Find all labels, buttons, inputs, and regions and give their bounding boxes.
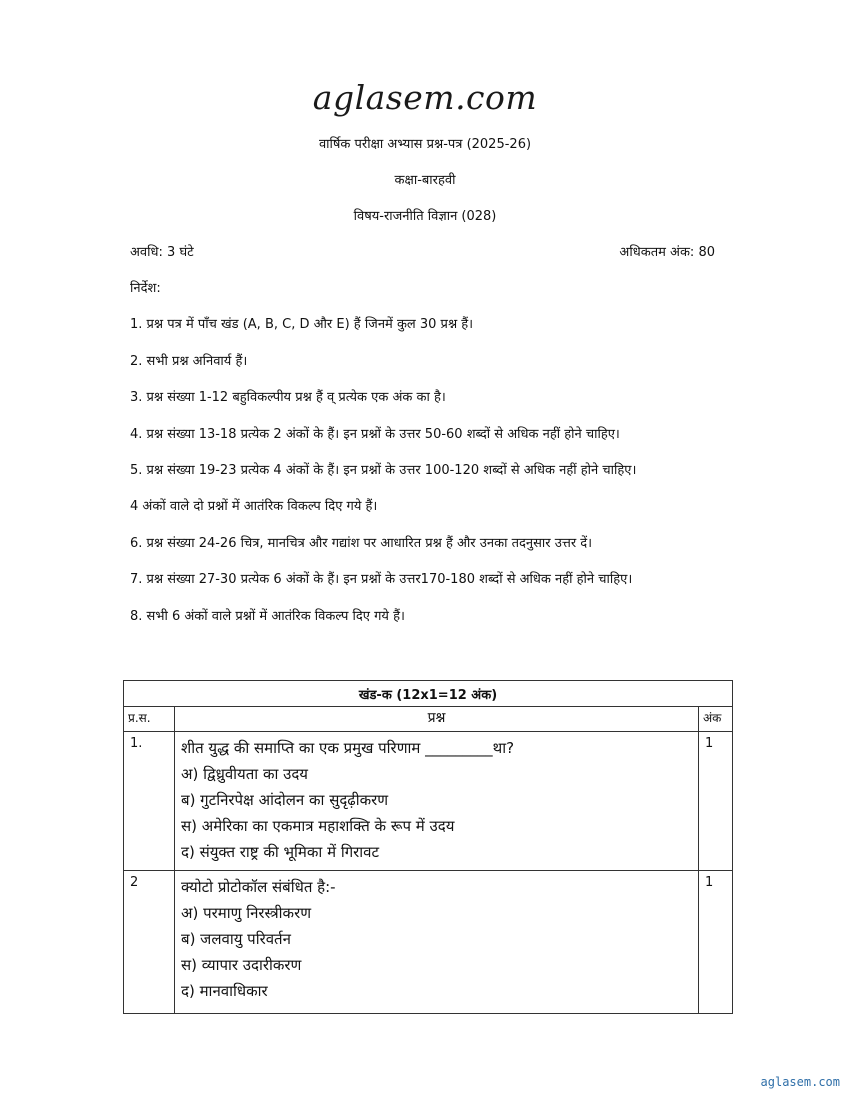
question-number: 2	[124, 871, 175, 1014]
question-table	[123, 680, 733, 1014]
question-marks: 1	[699, 871, 733, 1014]
instruction-item: 7. प्रश्न संख्या 27-30 प्रत्येक 6 अंकों के हैं। इन प्रश्नों के उत्तर170-180 शब्दों से अधिक नहीं होने चाहिए।	[130, 572, 633, 588]
option: ब) गुटनिरपेक्ष आंदोलन का सुदृढ़ीकरण	[181, 791, 389, 809]
col-header-num: प्र.स.	[124, 707, 175, 732]
instructions-heading: निर्देश:	[130, 281, 161, 296]
instruction-item: 5. प्रश्न संख्या 19-23 प्रत्येक 4 अंकों के हैं। इन प्रश्नों के उत्तर 100-120 शब्दों से अधिक नहीं होने चाहिए।	[130, 462, 637, 478]
max-marks: अधिकतम अंक: 80	[619, 245, 715, 260]
instruction-item: 2. सभी प्रश्न अनिवार्य हैं।	[130, 353, 248, 369]
exam-title: वार्षिक परीक्षा अभ्यास प्रश्न-पत्र (2025-26)	[318, 137, 532, 152]
question-cell	[175, 732, 699, 871]
option: स) अमेरिका का एकमात्र महाशक्ति के रूप में उदय	[181, 817, 455, 835]
instruction-item: 1. प्रश्न पत्र में पाँच खंड (A, B, C, D और E) हैं जिनमें कुल 30 प्रश्न हैं।	[130, 317, 474, 333]
instruction-item: 8. सभी 6 अंकों वाले प्रश्नों में आतंरिक विकल्प दिए गये हैं।	[130, 608, 405, 624]
question-row	[124, 732, 733, 871]
question-cell	[175, 871, 699, 1014]
instruction-item: 6. प्रश्न संख्या 24-26 चित्र, मानचित्र और गद्यांश पर आधारित प्रश्न हैं और उनका तदनुसार उत्तर दें।	[130, 535, 593, 551]
option: द) संयुक्त राष्ट्र की भूमिका में गिरावट	[181, 843, 380, 861]
col-header-marks: अंक	[699, 707, 733, 732]
section-title: खंड-क (12x1=12 अंक)	[124, 681, 733, 707]
col-header-question: प्रश्न	[175, 707, 699, 732]
instruction-item: 3. प्रश्न संख्या 1-12 बहुविकल्पीय प्रश्न हैं व् प्रत्येक एक अंक का है।	[130, 390, 446, 406]
question-marks: 1	[699, 732, 733, 871]
class-label: कक्षा-बारहवी	[394, 173, 456, 188]
option: द) मानवाधिकार	[181, 982, 268, 1000]
question-row	[124, 871, 733, 1014]
option: ब) जलवायु परिवर्तन	[181, 930, 291, 948]
option: स) व्यापार उदारीकरण	[181, 956, 302, 974]
question-text: क्योटो प्रोटोकॉल संबंधित है:-	[181, 878, 336, 896]
option: अ) परमाणु निरस्त्रीकरण	[181, 904, 312, 922]
subject-label: विषय-राजनीति विज्ञान (028)	[353, 209, 497, 224]
footer-watermark[interactable]: aglasem.com	[760, 1075, 840, 1089]
question-number: 1.	[124, 732, 175, 871]
site-logo: aglasem.com	[312, 78, 538, 117]
option: अ) द्विध्रुवीयता का उदय	[181, 765, 309, 783]
instruction-item: 4 अंकों वाले दो प्रश्नों में आतंरिक विकल्प दिए गये हैं।	[130, 499, 378, 515]
question-text: शीत युद्ध की समाप्ति का एक प्रमुख परिणाम _________था?	[181, 739, 515, 757]
exam-meta	[130, 242, 715, 260]
duration: अवधि: 3 घंटे	[130, 245, 194, 260]
instruction-item: 4. प्रश्न संख्या 13-18 प्रत्येक 2 अंकों के हैं। इन प्रश्नों के उत्तर 50-60 शब्दों से अधिक नहीं होने चाहिए।	[130, 426, 620, 442]
instructions	[130, 280, 750, 644]
